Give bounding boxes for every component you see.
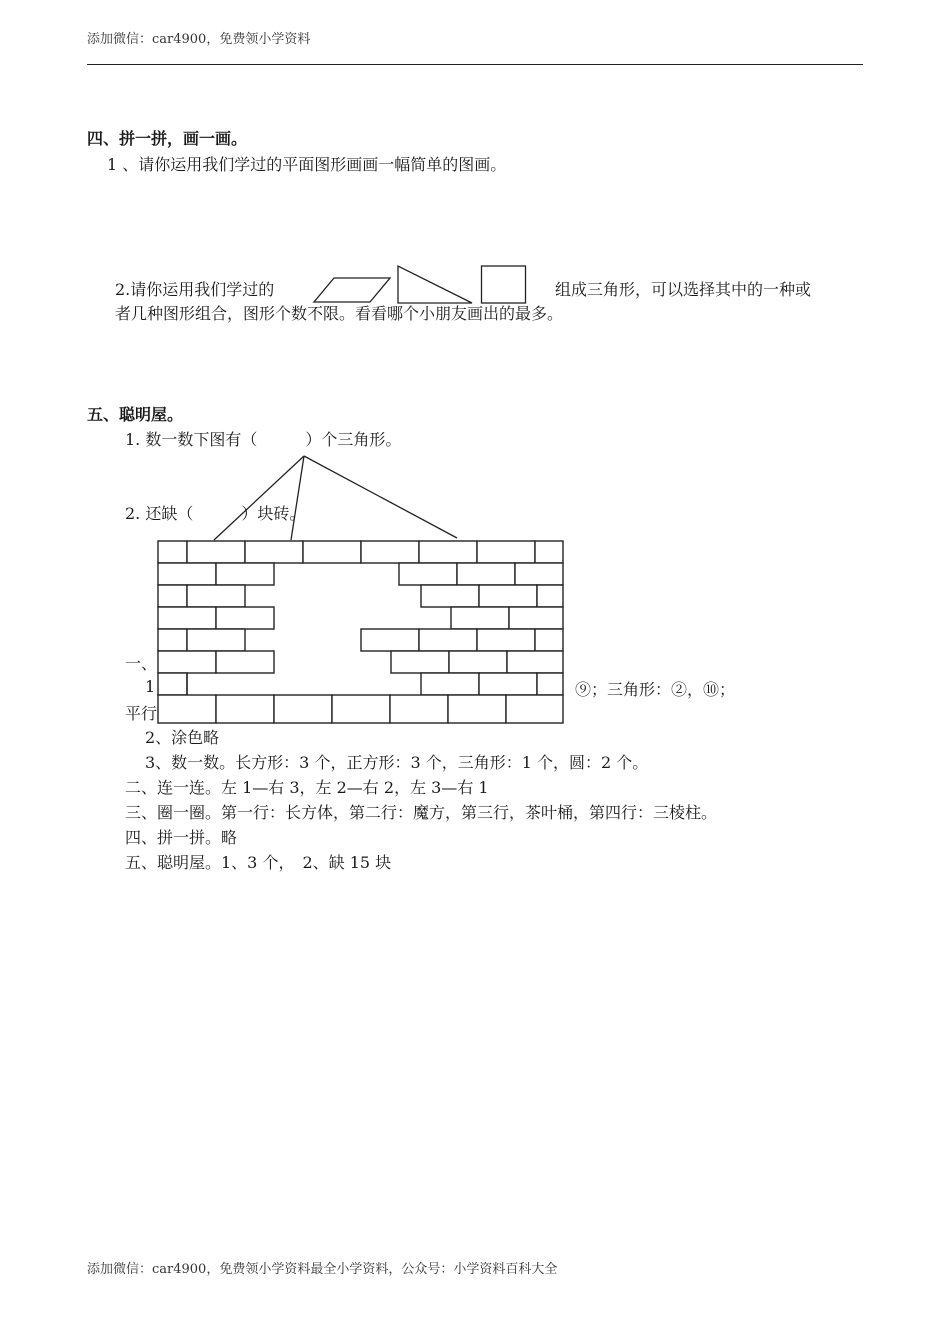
section-4-title: 四、拼一拼，画一画。 bbox=[87, 129, 248, 148]
section-4-question-1: 1 、请你运用我们学过的平面图形画画一幅简单的图画。 bbox=[107, 155, 507, 174]
section-5-title: 五、聪明屋。 bbox=[87, 405, 184, 424]
square-shape bbox=[480, 264, 528, 306]
answer-line-1-partial: 一、 bbox=[125, 654, 158, 673]
answer-count-shapes: 3、数一数。长方形：3 个，正方形：3 个，三角形：1 个，圆：2 个。 bbox=[145, 753, 649, 772]
section-4-question-2-start: 2.请你运用我们学过的 bbox=[115, 280, 275, 299]
answer-section-2: 二、连一连。左 1—右 3，左 2—右 2，左 3—右 1 bbox=[125, 778, 489, 797]
answer-section-5: 五、聪明屋。1、3 个， 2、缺 15 块 bbox=[125, 853, 392, 872]
right-triangle-shape bbox=[396, 264, 476, 306]
header-divider bbox=[87, 64, 863, 65]
answer-line-2-end: ⑨；三角形：②，⑩； bbox=[575, 680, 736, 699]
section-5-question-1: 1. 数一数下图有（ ）个三角形。 bbox=[125, 430, 402, 449]
section-4-question-2-end: 组成三角形，可以选择其中的一种或 bbox=[555, 280, 812, 299]
page-footer: 添加微信：car4900，免费领小学资料最全小学资料，公众号：小学资料百科大全 bbox=[87, 1262, 558, 1277]
answer-coloring: 2、涂色略 bbox=[145, 728, 220, 747]
triangle-count-figure bbox=[205, 450, 465, 550]
answer-line-2-start: 1 bbox=[145, 677, 156, 696]
section-4-question-2-line-2: 者几种图形组合，图形个数不限。看看哪个小朋友画出的最多。 bbox=[115, 304, 564, 323]
answer-section-4: 四、拼一拼。略 bbox=[125, 828, 238, 847]
answer-line-3-start: 平行 bbox=[125, 704, 158, 723]
brick-wall-figure bbox=[157, 540, 567, 728]
section-5-question-2: 2. 还缺（ ）块砖。 bbox=[125, 504, 306, 523]
answer-section-3: 三、圈一圈。第一行：长方体，第二行：魔方，第三行，茶叶桶，第四行：三棱柱。 bbox=[125, 803, 718, 822]
page-header: 添加微信：car4900，免费领小学资料 bbox=[87, 32, 311, 47]
